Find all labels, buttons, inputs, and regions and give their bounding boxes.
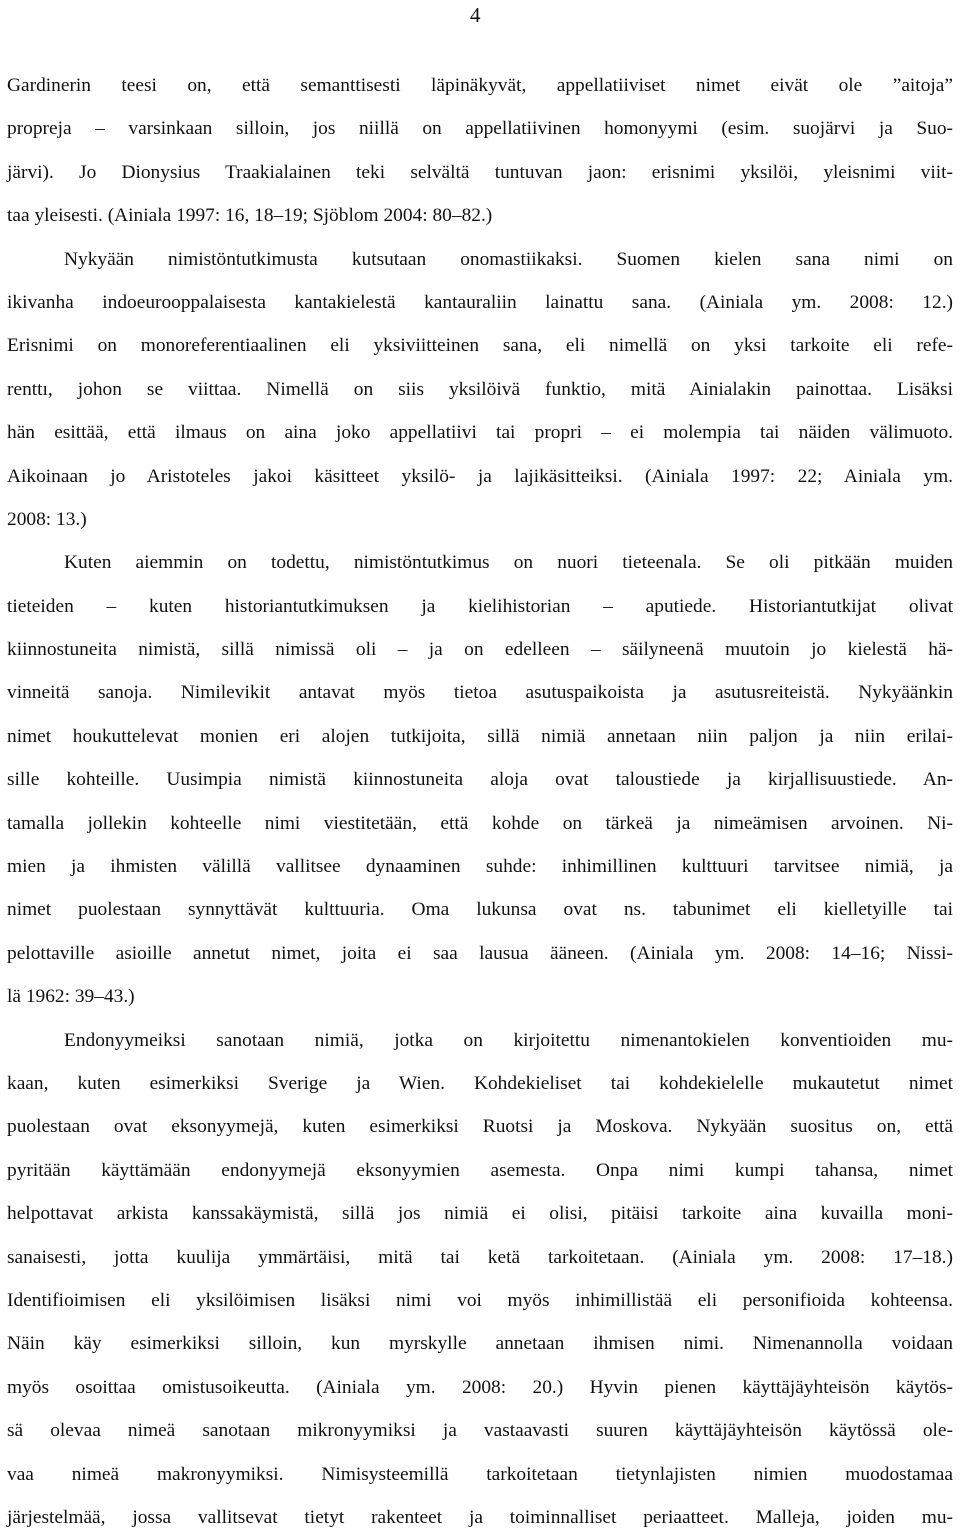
text-line: pelottaville asioille annetut nimet, joita ei saa lausua ääneen. (Ainiala ym. 2008: 14–16; Nissi- — [7, 942, 953, 964]
body-text — [7, 64, 953, 1539]
text-line: sä olevaa nimeä sanotaan mikronyymiksi ja vastaavasti suuren käyttäjäyhteisön käytössä ole- — [7, 1420, 953, 1442]
text-line: Kuten aiemmin on todettu, nimistöntutkimus on nuori tieteenala. Se oli pitkään muiden — [64, 552, 953, 574]
text-line: sille kohteille. Uusimpia nimistä kiinnostuneita aloja ovat taloustiede ja kirjallisuustiede. An- — [7, 769, 953, 791]
text-line: kiinnostuneita nimistä, sillä nimissä oli – ja on edelleen – säilyneenä muutoin jo kielestä hä- — [7, 639, 953, 661]
text-line: helpottavat arkista kanssakäymistä, sillä jos nimiä ei olisi, pitäisi tarkoite aina kuvailla moni- — [7, 1203, 953, 1225]
text-line: puolestaan ovat eksonyymejä, kuten esimerkiksi Ruotsi ja Moskova. Nykyään suositus on, että — [7, 1116, 953, 1138]
text-line: Identifioimisen eli yksilöimisen lisäksi nimi voi myös inhimillistää eli personifioida kohteensa. — [7, 1289, 953, 1311]
text-line: vaa nimeä makronyymiksi. Nimisysteemillä tarkoitetaan tietynlajisten nimien muodostamaa — [7, 1463, 953, 1485]
text-line: Endonyymeiksi sanotaan nimiä, jotka on kirjoitettu nimenantokielen konventioiden mu- — [64, 1029, 953, 1051]
text-line: renttı, johon se viittaa. Nimellä on siis yksilöivä funktio, mitä Ainialakin painottaa. Lisäksi — [7, 378, 953, 400]
text-line: taa yleisesti. (Ainiala 1997: 16, 18–19; Sjöblom 2004: 80–82.) — [7, 205, 493, 227]
text-line: pyritään käyttämään endonyymejä eksonyymien asemesta. Onpa nimi kumpi tahansa, nimet — [7, 1159, 953, 1181]
text-line: vinneitä sanoja. Nimilevikit antavat myös tietoa asutuspaikoista ja asutusreiteistä. Nykyäänkin — [7, 682, 953, 704]
text-line: järjestelmää, jossa vallitsevat tietyt rakenteet ja toiminnalliset periaatteet. Malleja, joiden mu- — [7, 1506, 953, 1528]
text-line: 2008: 13.) — [7, 508, 87, 530]
text-line: ikivanha indoeurooppalaisesta kantakielestä kantauraliin lainattu sana. (Ainiala ym. 2008: 12.) — [7, 291, 953, 313]
text-line: Gardinerin teesi on, että semanttisesti läpinäkyvät, appellatiiviset nimet eivät ole ”aitoja” — [7, 75, 953, 96]
text-line: sanaisesti, jotta kuulija ymmärtäisi, mitä tai ketä tarkoitetaan. (Ainiala ym. 2008: 17–18.) — [7, 1246, 953, 1268]
text-line: Erisnimi on monoreferentiaalinen eli yksiviitteinen sana, eli nimellä on yksi tarkoite eli refe- — [7, 335, 953, 357]
text-line: nimet houkuttelevat monien eri alojen tutkijoita, sillä nimiä annetaan niin paljon ja niin erilai- — [7, 725, 953, 747]
text-line: tieteiden – kuten historiantutkimuksen ja kielihistorian – aputiede. Historiantutkijat olivat — [7, 595, 953, 617]
text-line: Nykyään nimistöntutkimusta kutsutaan onomastiikaksi. Suomen kielen sana nimi on — [64, 248, 953, 270]
text-line: propreja – varsinkaan silloin, jos niillä on appellatiivinen homonyymi (esim. suojärvi ja Suo- — [7, 118, 953, 140]
text-line: Näin käy esimerkiksi silloin, kun myrskylle annetaan ihmisen nimi. Nimenannolla voidaan — [7, 1333, 953, 1355]
text-line: myös osoittaa omistusoikeutta. (Ainiala ym. 2008: 20.) Hyvin pienen käyttäjäyhteisön käytös- — [7, 1376, 953, 1398]
text-line: hän esittää, että ilmaus on aina joko appellatiivi tai propri – ei molempia tai näiden välimuoto. — [7, 422, 953, 444]
page-number: 4 — [470, 3, 481, 27]
text-line: Aikoinaan jo Aristoteles jakoi käsitteet yksilö- ja lajikäsitteiksi. (Ainiala 1997: 22; Ainiala ym. — [7, 465, 953, 487]
text-line: nimet puolestaan synnyttävät kulttuuria. Oma lukunsa ovat ns. tabunimet eli kielletyille tai — [7, 899, 953, 921]
text-line: lä 1962: 39–43.) — [7, 986, 135, 1008]
text-line: kaan, kuten esimerkiksi Sverige ja Wien. Kohdekieliset tai kohdekielelle mukautetut nimet — [7, 1072, 953, 1094]
text-line: mien ja ihmisten välillä vallitsee dynaaminen suhde: inhimillinen kulttuuri tarvitsee nimiä, ja — [7, 856, 953, 878]
text-line: tamalla jollekin kohteelle nimi viestitetään, että kohde on tärkeä ja nimeämisen arvoinen. Ni- — [7, 812, 953, 834]
text-line: järvi). Jo Dionysius Traakialainen teki selvältä tuntuvan jaon: erisnimi yksilöi, yleisnimi viit- — [7, 161, 953, 183]
